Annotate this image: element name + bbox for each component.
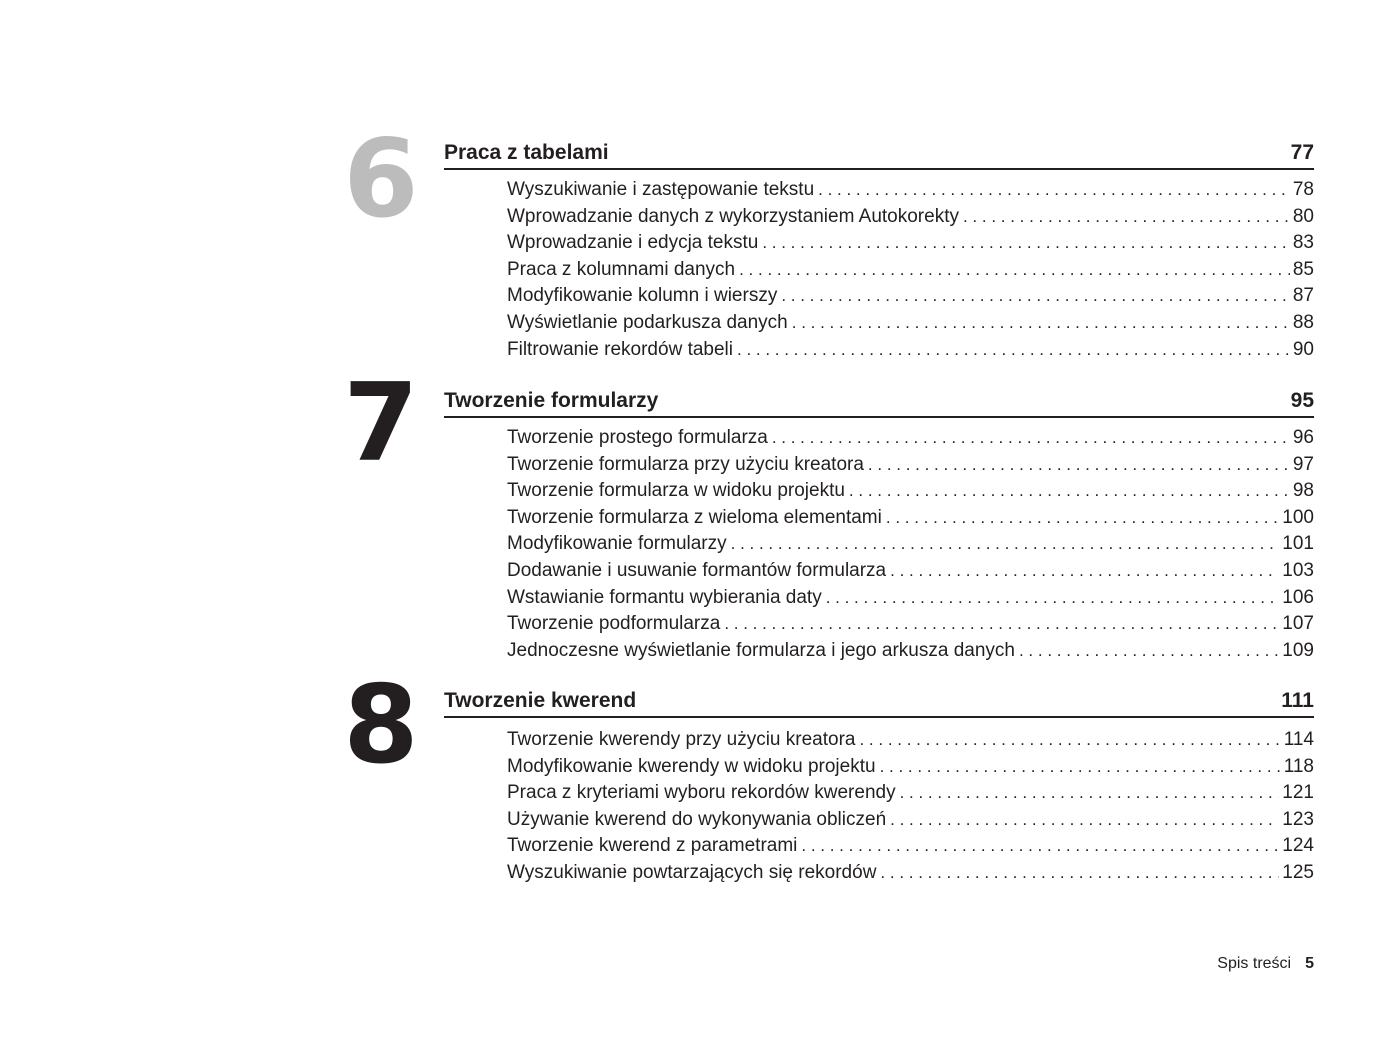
page-footer xyxy=(1217,953,1314,975)
entry-page-number: 106 xyxy=(1282,586,1314,608)
dot-leader xyxy=(731,531,1280,558)
toc-entry[interactable] xyxy=(507,425,1314,452)
dot-leader xyxy=(826,585,1280,612)
entry-list xyxy=(507,425,1314,664)
dot-leader xyxy=(818,177,1290,204)
entry-label: Tworzenie kwerendy przy użyciu kreatora xyxy=(507,729,856,750)
dot-leader xyxy=(801,833,1279,860)
entry-page-number: 123 xyxy=(1282,808,1314,830)
entry-label: Modyfikowanie kwerendy w widoku projektu xyxy=(507,755,876,777)
chapter-title[interactable]: Tworzenie formularzy xyxy=(444,389,659,412)
toc-entry[interactable] xyxy=(507,505,1314,532)
entry-label: Modyfikowanie formularzy xyxy=(507,533,727,555)
entry-page-number: 85 xyxy=(1292,258,1314,280)
chapter-page-number: 77 xyxy=(1290,141,1314,164)
chapter-number: 8 xyxy=(343,663,417,788)
toc-entry[interactable] xyxy=(507,807,1314,834)
toc-entry[interactable] xyxy=(507,780,1314,807)
toc-entry[interactable] xyxy=(507,283,1314,310)
entry-page-number: 96 xyxy=(1292,427,1314,448)
entry-page-number: 98 xyxy=(1292,480,1314,502)
toc-entry[interactable] xyxy=(507,754,1314,781)
dot-leader xyxy=(772,425,1290,452)
toc-entry[interactable] xyxy=(507,204,1314,231)
toc-entry[interactable] xyxy=(507,452,1314,479)
dot-leader xyxy=(890,558,1279,585)
toc-entry[interactable] xyxy=(507,478,1314,505)
dot-leader xyxy=(963,204,1290,231)
entry-label: Dodawanie i usuwanie formantów formularza xyxy=(507,559,887,581)
entry-label: Tworzenie podformularza xyxy=(507,613,721,635)
entry-page-number: 90 xyxy=(1292,338,1314,360)
chapter-page-number: 95 xyxy=(1290,389,1314,412)
chapter-header xyxy=(444,386,1314,418)
entry-page-number: 125 xyxy=(1282,861,1314,883)
entry-page-number: 101 xyxy=(1282,533,1314,555)
entry-label: Modyfikowanie kolumn i wierszy xyxy=(507,285,778,307)
entry-page-number: 114 xyxy=(1283,729,1314,750)
entry-label: Wprowadzanie i edycja tekstu xyxy=(507,232,759,254)
dot-leader xyxy=(880,754,1281,781)
entry-page-number: 100 xyxy=(1282,506,1314,528)
dot-leader xyxy=(859,727,1280,754)
dot-leader xyxy=(886,505,1279,532)
entry-label: Jednoczesne wyświetlanie formularza i jego arkusza danych xyxy=(507,639,1015,661)
entry-label: Filtrowanie rekordów tabeli xyxy=(507,338,733,360)
entry-label: Tworzenie kwerend z parametrami xyxy=(507,835,798,857)
footer-section-title: Spis treści xyxy=(1217,955,1292,972)
entry-page-number: 78 xyxy=(1292,179,1314,200)
entry-label: Wprowadzanie danych z wykorzystaniem Autokorekty xyxy=(507,205,959,227)
dot-leader xyxy=(849,478,1290,505)
toc-entry[interactable] xyxy=(507,337,1314,364)
toc-entry[interactable] xyxy=(507,727,1314,754)
entry-page-number: 124 xyxy=(1282,835,1314,857)
entry-list xyxy=(507,177,1314,363)
toc-entry[interactable] xyxy=(507,310,1314,337)
entry-page-number: 118 xyxy=(1283,755,1314,777)
chapter-header xyxy=(444,686,1314,718)
toc-entry[interactable] xyxy=(507,585,1314,612)
dot-leader xyxy=(781,283,1290,310)
entry-page-number: 87 xyxy=(1292,285,1314,307)
footer-page-number: 5 xyxy=(1305,955,1314,972)
entry-label: Wyświetlanie podarkusza danych xyxy=(507,311,788,333)
entry-label: Wyszukiwanie i zastępowanie tekstu xyxy=(507,179,815,200)
entry-label: Tworzenie formularza przy użyciu kreatora xyxy=(507,453,864,475)
entry-label: Tworzenie formularza z wieloma elementami xyxy=(507,506,882,528)
entry-label: Praca z kryteriami wyboru rekordów kwerendy xyxy=(507,782,896,804)
entry-label: Tworzenie formularza w widoku projektu xyxy=(507,480,845,502)
toc-entry[interactable] xyxy=(507,558,1314,585)
chapter-title[interactable]: Praca z tabelami xyxy=(444,141,609,164)
chapter-header xyxy=(444,138,1314,170)
dot-leader xyxy=(1019,638,1279,665)
dot-leader xyxy=(792,310,1290,337)
entry-label: Wstawianie formantu wybierania daty xyxy=(507,586,822,608)
entry-page-number: 80 xyxy=(1292,205,1314,227)
toc-entry[interactable] xyxy=(507,177,1314,204)
entry-page-number: 103 xyxy=(1282,559,1314,581)
dot-leader xyxy=(724,611,1279,638)
chapter-title[interactable]: Tworzenie kwerend xyxy=(444,689,637,712)
entry-page-number: 88 xyxy=(1292,311,1314,333)
entry-label: Praca z kolumnami danych xyxy=(507,258,736,280)
chapter-page-number: 111 xyxy=(1281,689,1314,712)
dot-leader xyxy=(737,337,1290,364)
entry-label: Używanie kwerend do wykonywania obliczeń xyxy=(507,808,887,830)
toc-entry[interactable] xyxy=(507,833,1314,860)
entry-page-number: 97 xyxy=(1292,453,1314,475)
chapter-number: 6 xyxy=(343,117,417,242)
dot-leader xyxy=(890,807,1279,834)
dot-leader xyxy=(739,257,1290,284)
toc-entry[interactable] xyxy=(507,230,1314,257)
dot-leader xyxy=(880,860,1279,887)
toc-entry[interactable] xyxy=(507,860,1314,887)
dot-leader xyxy=(900,780,1280,807)
entry-page-number: 107 xyxy=(1282,613,1314,635)
entry-page-number: 121 xyxy=(1282,782,1314,804)
entry-list xyxy=(507,727,1314,887)
toc-entry[interactable] xyxy=(507,257,1314,284)
toc-entry[interactable] xyxy=(507,531,1314,558)
toc-entry[interactable] xyxy=(507,638,1314,665)
entry-page-number: 109 xyxy=(1282,639,1314,661)
entry-label: Tworzenie prostego formularza xyxy=(507,427,768,448)
toc-entry[interactable] xyxy=(507,611,1314,638)
chapter-number: 7 xyxy=(343,361,417,486)
dot-leader xyxy=(868,452,1290,479)
entry-page-number: 83 xyxy=(1292,232,1314,254)
entry-label: Wyszukiwanie powtarzających się rekordów xyxy=(507,861,877,883)
dot-leader xyxy=(762,230,1290,257)
